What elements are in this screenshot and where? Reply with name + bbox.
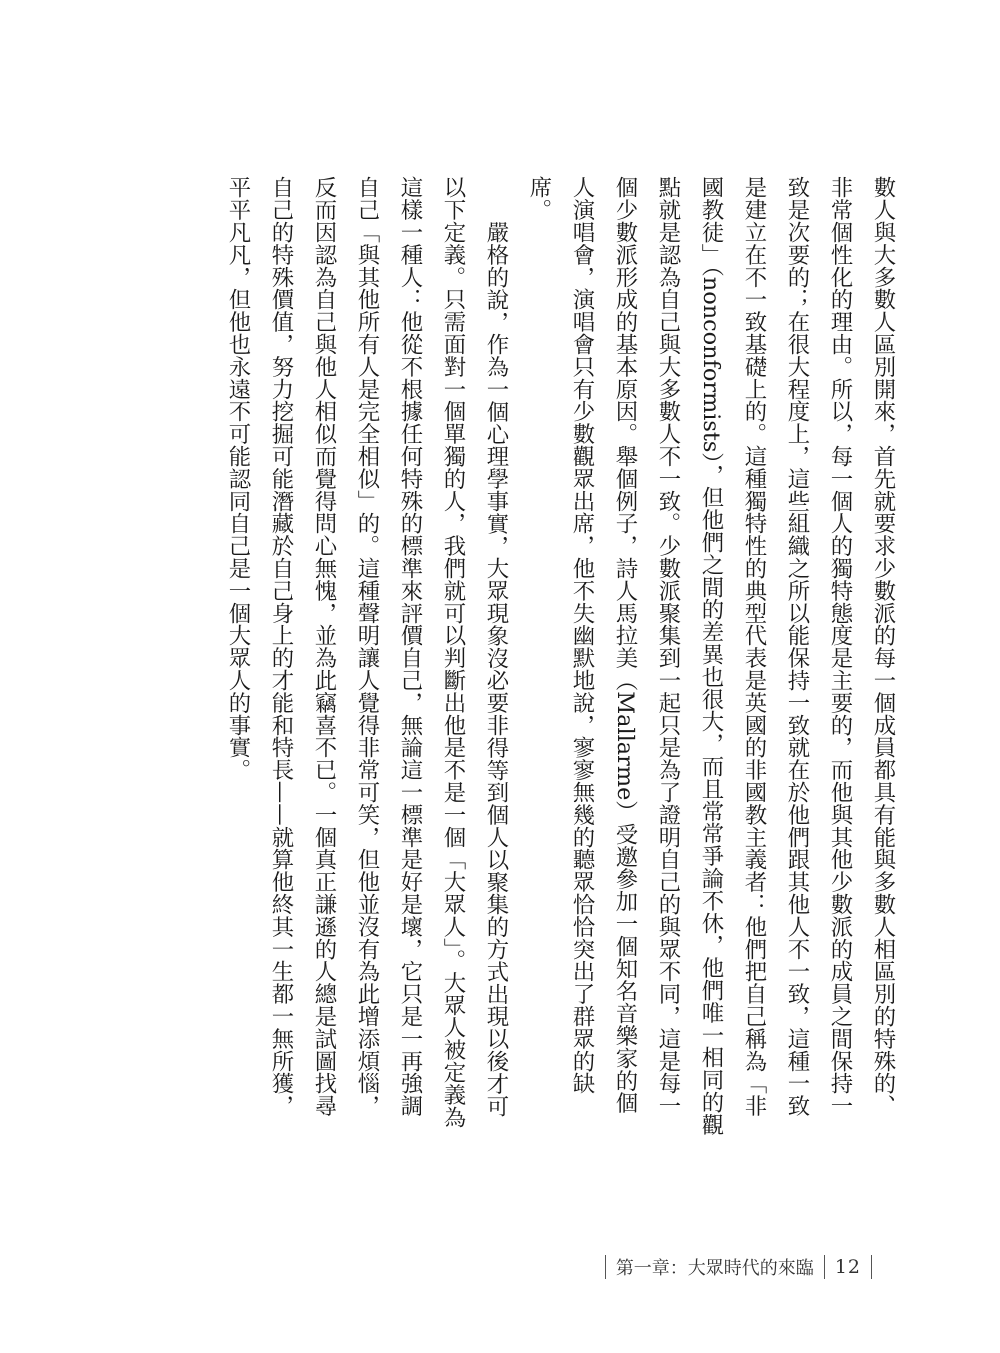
footer-divider-left [605, 1255, 606, 1279]
page-number: 12 [834, 1256, 861, 1278]
chapter-title: 第一章：大眾時代的來臨 [615, 1258, 814, 1279]
paragraph-2: 嚴格的說，作為一個心理學事實，大眾現象沒必要非得等到個人以聚集的方式出現以後才可以下定義。只需面對一個單獨的人，我們就可以判斷出他是不是一個「大眾人」。大眾人被定義為這樣一種人：他從不根據任何特殊的標準來評價自己，無論這一標準是好是壞，它只是一再強調自己「與其他所有人是完全相似」的。這種聲明讓人覺得非常可笑，但他並沒有為此增添煩惱，反而因認為自己與他人相似而覺得問心無愧，並為此竊喜不已。一個真正謙遜的人總是試圖找尋自己的特殊價值，努力挖掘可能潛藏於自己身上的才能和特長——就算他終其一生都一無所獲，平平凡凡，但他也永遠不可能認同自己是一個大眾人的事實。 [225, 176, 509, 1128]
body-text [84, 176, 904, 1136]
paragraph-1: 數人與大多數人區別開來，首先就要求少數派的每一個成員都具有能與多數人相區別的特殊的、非常個性化的理由。所以，每一個人的獨特態度是主要的，而他與其他少數派的成員之間保持一致是次要的；在很大程度上，這些組織之所以能保持一致就在於他們跟其他人不一致，這種一致是建立在不一致基礎上的。這種獨特性的典型代表是英國的非國教主義者：他們把自己稱為「非國教徒」（nonconformists），但他們之間的差異也很大，而且常常爭論不休，他們唯一相同的觀點就是認為自己與大多數人不一致。少數派聚集到一起只是為了證明自己的與眾不同，這是每一個少數派形成的基本原因。舉個例子，詩人馬拉美（Mallarme）受邀參加一個知名音樂家的個人演唱會，演唱會只有少數觀眾出席，他不失幽默地說，寥寥無幾的聽眾恰恰突出了群眾的缺席。 [526, 176, 896, 1136]
footer-divider-middle [824, 1255, 825, 1279]
page-footer [595, 1252, 882, 1282]
footer-divider-right [871, 1255, 872, 1279]
